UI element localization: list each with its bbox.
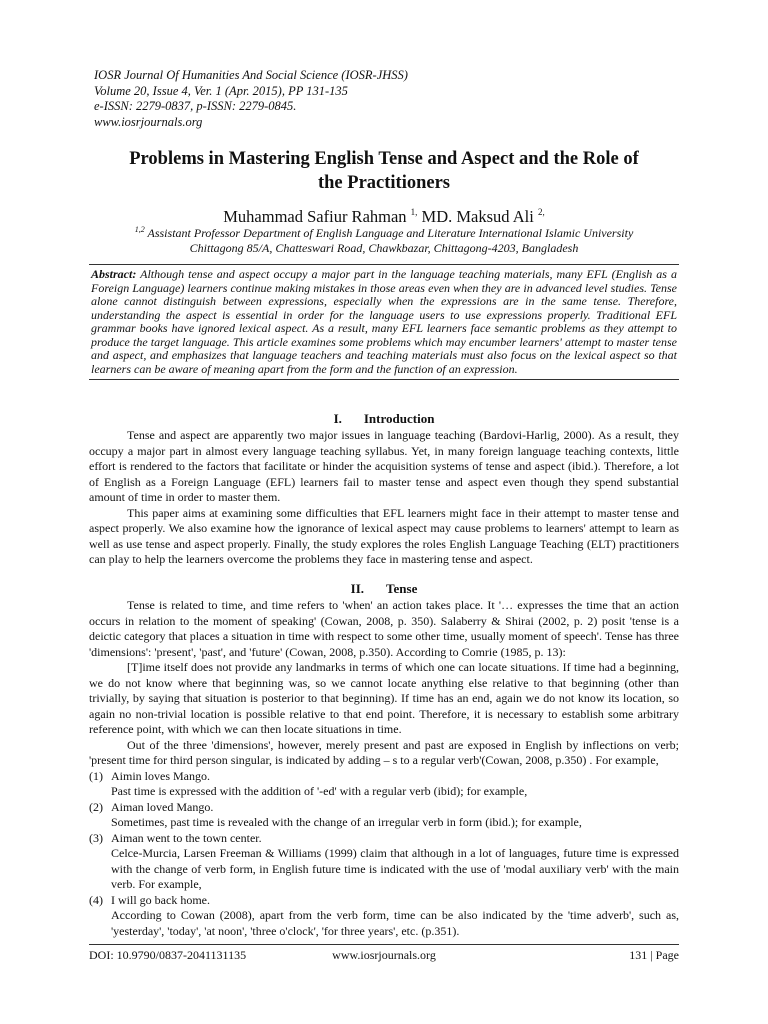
list-item	[89, 831, 679, 847]
affiliation	[80, 223, 688, 255]
example-number: (2)	[89, 799, 103, 814]
abstract-label: Abstract:	[91, 267, 137, 281]
author-1: Muhammad Safiur Rahman	[223, 207, 407, 226]
paper-title	[80, 147, 688, 195]
example-text: I will go back home.	[111, 892, 210, 907]
author-1-sup: 1,	[410, 207, 418, 217]
example-number: (4)	[89, 892, 103, 907]
author-2-sup: 2,	[537, 207, 545, 217]
journal-issn: e-ISSN: 2279-0837, p-ISSN: 2279-0845.	[94, 99, 297, 113]
list-item	[89, 893, 679, 909]
abstract	[89, 264, 679, 380]
section-heading-introduction	[89, 411, 679, 426]
paragraph: Tense is related to time, and time refers to 'when' an action takes place. It '… expresses the time that an action occurs in relation to the moment of speaking' (Cowan, 2008, p. 350). Salaberry & Shirai (2002, p. 2) posit 'tense is a deictic category that places a situation in time with respect to some other time, usually moment of speech'. Tense has three 'dimensions': 'present', 'past', and 'future' (Cowan, 2008, p.350). According to Comrie (1985, p. 13):	[89, 598, 679, 659]
example-text: Aiman loved Mango.	[111, 799, 214, 814]
example-note: Past time is expressed with the addition of '-ed' with a regular verb (ibid); for example,	[111, 784, 528, 798]
affil-line-1: Assistant Professor Department of English Language and Literature International Islamic University	[147, 226, 634, 240]
title-line-1: Problems in Mastering English Tense and Aspect and the Role of	[129, 149, 639, 169]
section-heading-tense	[89, 581, 679, 596]
example-text: Aiman went to the town center.	[111, 830, 262, 845]
title-line-2: the Practitioners	[317, 173, 451, 193]
paragraph: Tense and aspect are apparently two major issues in language teaching (Bardovi-Harlig, 2000). As a result, they occupy a major part in almost every language teaching syllabus. Yet, in many foreign language teaching contexts, little effort is rendered to the factors that facilitate or hinder the acquisition systems of tense and aspect (ibid.). Therefore, a lot of English as a Foreign Language (EFL) learners fail to master tense and aspect even though they spend substantial amount of time in order to master them.	[89, 428, 679, 504]
example-number: (3)	[89, 830, 103, 845]
example-list	[89, 769, 679, 940]
journal-url[interactable]: www.iosrjournals.org	[94, 114, 203, 129]
block-quote: [T]ime itself does not provide any landmarks in terms of which one can locate situations. If time had a beginning, we do not know where that beginning was, so we cannot locate anything else relative to that beginning (other than trivially, by saying that situation is posterior to that beginning). If time has an end, again we do not know its location, so again no non-trivial location is possible relative to that end point. Therefore, it is necessary to establish some arbitrary reference point, with which we can then locate situations in time.	[89, 660, 679, 736]
example-note: Celce-Murcia, Larsen Freeman & Williams (1999) claim that although in a lot of languages, future time is expressed with the change of verb form, in English future time is indicated with the use of 'modal auxiliary verb' with the main verb. For example,	[111, 846, 679, 891]
list-item	[89, 800, 679, 816]
list-item	[89, 769, 679, 785]
journal-header	[94, 68, 694, 130]
example-note: Sometimes, past time is revealed with the change of an irregular verb in form (ibid.); for example,	[111, 815, 582, 829]
footer-page-number: 131 | Page	[629, 948, 679, 962]
journal-volume: Volume 20, Issue 4, Ver. 1 (Apr. 2015), PP 131-135	[94, 83, 348, 98]
footer-site[interactable]: www.iosrjournals.org	[332, 948, 436, 962]
example-note: According to Cowan (2008), apart from the verb form, time can be also indicated by the 'time adverb', such as, 'yesterday', 'today', 'at noon', 'three o'clock', 'for three years', etc. (p.351).	[111, 908, 679, 938]
introduction-body	[89, 428, 679, 568]
section-number: I.	[333, 411, 342, 426]
example-number: (1)	[89, 768, 103, 783]
section-title: Introduction	[363, 411, 435, 426]
tense-body	[89, 598, 679, 939]
section-number: II.	[350, 581, 365, 596]
author-2: MD. Maksud Ali	[421, 207, 534, 226]
paragraph: This paper aims at examining some difficulties that EFL learners might face in their attempt to master tense and aspect properly. We also examine how the ignorance of lexical aspect may cause problems to learners' attempt to learn as well as use tense and aspect properly. Finally, the study explores the roles English Language Teaching (ELT) practitioners can play to help the learners overcome the problems they face in mastering tense and aspect.	[89, 505, 679, 566]
affil-line-2: Chittagong 85/A, Chatteswari Road, Chawkbazar, Chittagong-4203, Bangladesh	[189, 240, 579, 255]
page-footer	[89, 944, 679, 962]
paragraph: Out of the three 'dimensions', however, merely present and past are exposed in English by inflections on verb; 'present time for third person singular, is indicated by adding – s to a regular verb'(Cowan, 2008, p.350) . For example,	[89, 737, 679, 767]
abstract-text: Although tense and aspect occupy a major part in the language teaching materials, many EFL (English as a Foreign Language) learners continue making mistakes in those areas even when they are in advanced level studies. Tense alone cannot distinguish between expressions, especially when the expressions are in the same tense. Therefore, understanding the aspect is essential in order for the language users to use expressions properly. Traditional EFL grammar books have ignored lexical aspect. As a result, many EFL learners face semantic problems as they attempt to produce the target language. This article examines some problems which may encumber learners' attempt to master tense and aspect, and emphasizes that language teachers and teaching materials must also focus on the lexical aspect so that learners can be aware of meaning apart from the form and the function of an expression.	[91, 267, 677, 376]
affil-sup: 1,2	[134, 225, 145, 234]
journal-name: IOSR Journal Of Humanities And Social Science (IOSR-JHSS)	[94, 68, 408, 82]
section-title: Tense	[386, 581, 418, 596]
footer-doi: DOI: 10.9790/0837-2041131135	[89, 948, 247, 962]
example-text: Aimin loves Mango.	[111, 768, 210, 783]
